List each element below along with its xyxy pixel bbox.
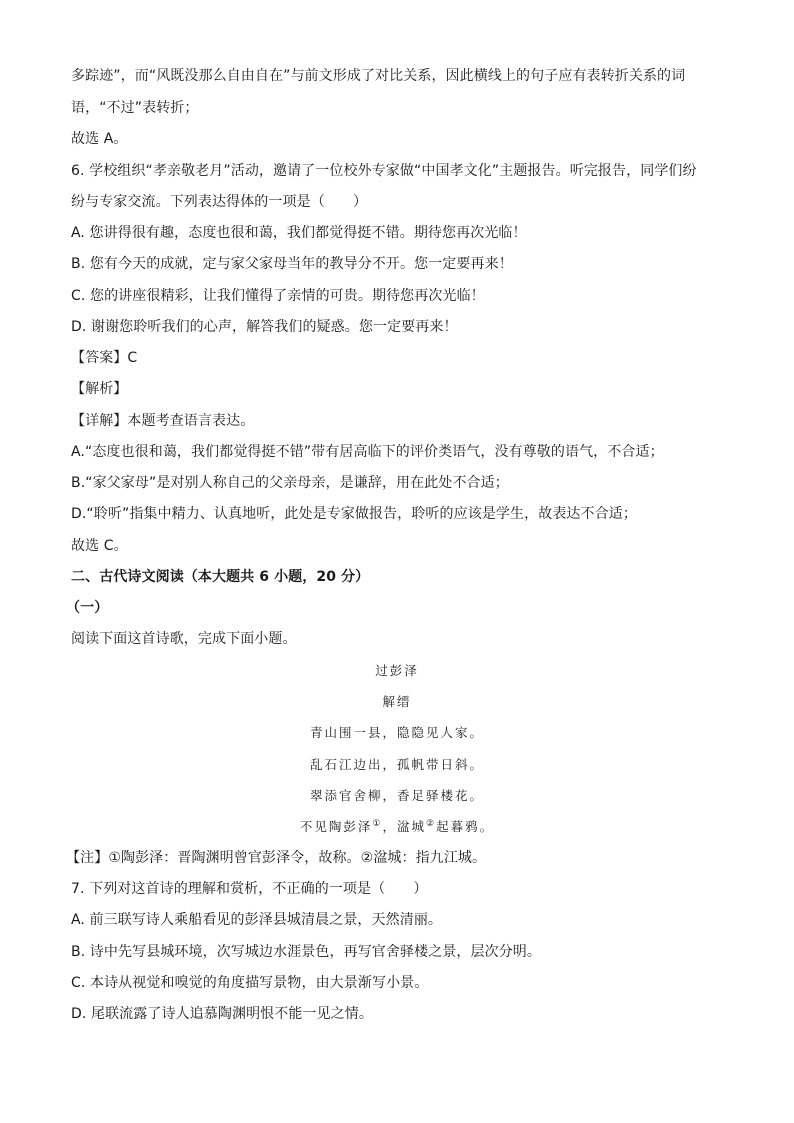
poem-line: 乱石江边出，孤帆带日斜。	[309, 757, 484, 772]
continuation-line: 语，“不过”表转折；	[71, 100, 199, 116]
question-7-option-a: A. 前三联写诗人乘船看见的彭泽县城清晨之景，天然清丽。	[71, 912, 443, 928]
question-7-stem: 7. 下列对这首诗的理解和赏析，不正确的一项是（ ）	[71, 881, 428, 897]
explanation-b: B.“家父家母”是对别人称自己的父亲母亲，是谦辞，用在此处不合适；	[71, 475, 509, 491]
footnote-mark: ②	[426, 818, 437, 829]
subsection-heading: （一）	[66, 600, 109, 616]
analysis-label: 【解析】	[71, 381, 128, 397]
continuation-line: 多踪迹”，而“风既没那么自由自在”与前文形成了对比关系，因此横线上的句子应有表转折关系的词	[71, 68, 686, 84]
answer-choice: 故选 A。	[71, 131, 128, 147]
explanation-d: D.“聆听”指集中精力、认真地听，此处是专家做报告，聆听的应该是学生，故表达不合适；	[71, 506, 637, 522]
footnote-mark: ①	[372, 818, 383, 829]
section-heading: 二、古代诗文阅读（本大题共 6 小题，20 分）	[71, 569, 370, 585]
question-7-option-b: B. 诗中先写县城环境，次写城边水涯景色，再写官舍驿楼之景，层次分明。	[71, 944, 542, 960]
poem-line: 翠添官舍柳，香足驿楼花。	[309, 788, 484, 803]
answer-label: 【答案】	[71, 350, 128, 366]
detail-text: 本题考查语言表达。	[127, 413, 255, 429]
question-6-option-a: A. 您讲得很有趣，态度也很和蔼，我们都觉得挺不错。期待您再次光临！	[71, 225, 527, 241]
detail-line	[71, 411, 254, 431]
explanation-a: A.“态度也很和蔼，我们都觉得挺不错”带有居高临下的评价类语气，没有尊敬的语气，不合适；	[71, 444, 664, 460]
note-text: ①陶彭泽：晋陶渊明曾官彭泽令，故称。②湓城：指九江城。	[108, 850, 487, 866]
reading-instruction: 阅读下面这首诗歌，完成下面小题。	[71, 631, 297, 647]
note-line	[66, 848, 486, 868]
answer-line	[71, 348, 137, 368]
question-7-option-d: D. 尾联流露了诗人追慕陶渊明恨不能一见之情。	[71, 1006, 373, 1022]
poem-line	[0, 818, 794, 836]
poem-text: ，湓城	[382, 819, 426, 834]
question-6-option-d: D. 谢谢您聆听我们的心声，解答我们的疑惑。您一定要再来！	[71, 319, 458, 335]
poem-text: 起暮鸦。	[436, 819, 495, 834]
note-label: 【注】	[66, 850, 109, 866]
poem-line: 青山围一县，隐隐见人家。	[309, 725, 484, 740]
poem-author: 解缙	[382, 694, 412, 709]
poem-title: 过彭泽	[375, 663, 419, 678]
answer-choice: 故选 C。	[71, 538, 128, 554]
poem-text: 不见陶彭泽	[299, 819, 373, 834]
detail-label: 【详解】	[71, 413, 128, 429]
question-7-option-c: C. 本诗从视觉和嗅觉的角度描写景物，由大景渐写小景。	[71, 975, 429, 991]
question-6-stem: 6. 学校组织“孝亲敬老月”活动，邀请了一位校外专家做“中国孝文化”主题报告。听完报告，同学们纷	[71, 163, 697, 179]
question-6-option-c: C. 您的讲座很精彩，让我们懂得了亲情的可贵。期待您再次光临！	[71, 288, 485, 304]
answer-value: C	[127, 350, 138, 366]
question-6-option-b: B. 您有今天的成就，定与家父家母当年的教导分不开。您一定要再来！	[71, 256, 513, 272]
question-6-stem: 纷与专家交流。下列表达得体的一项是（ ）	[71, 194, 368, 210]
